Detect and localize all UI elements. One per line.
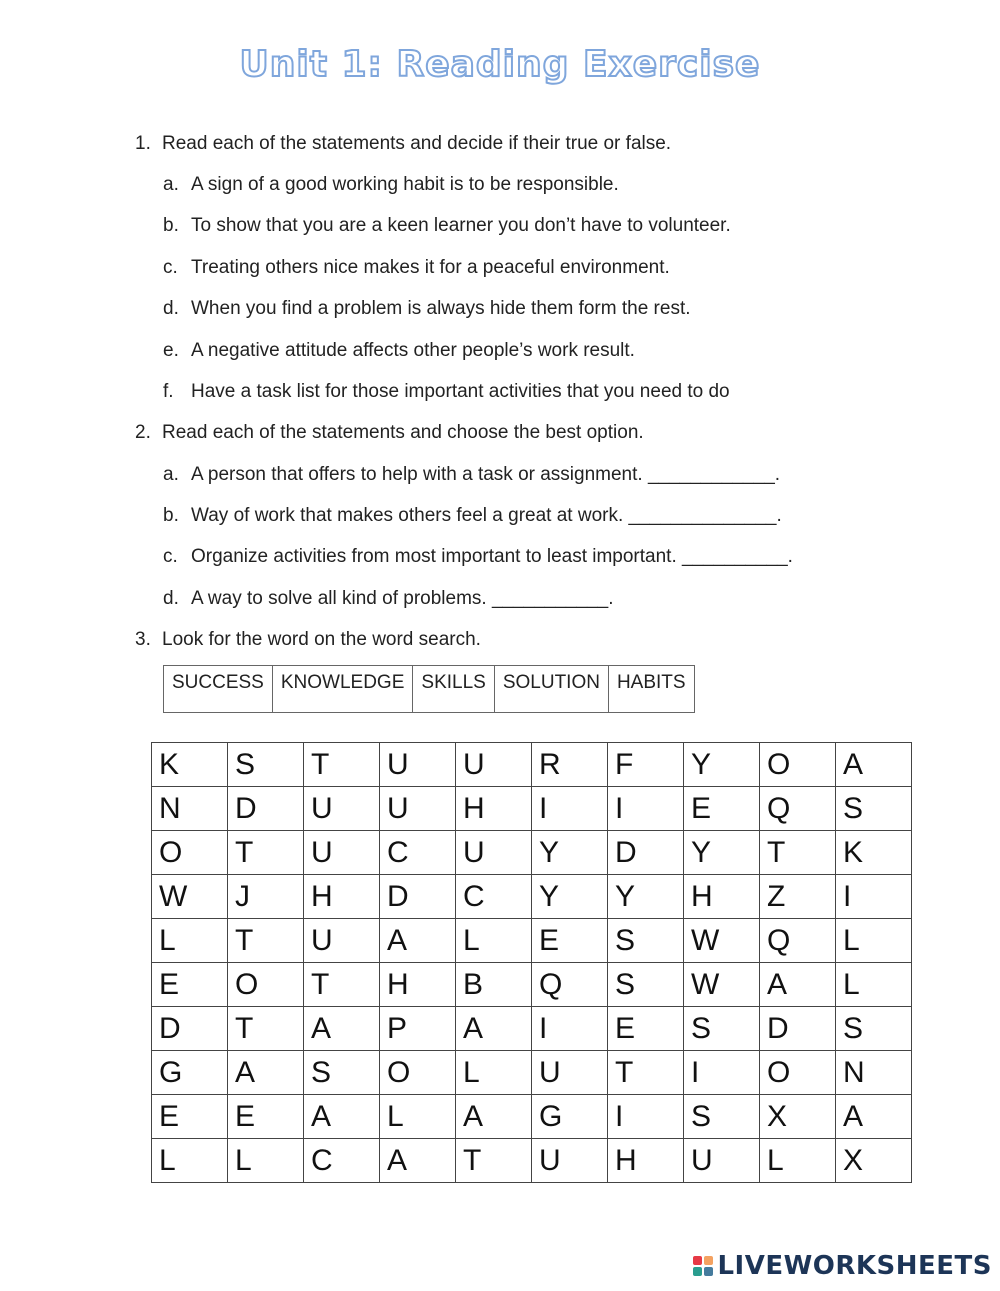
grid-cell[interactable]: I <box>836 875 912 919</box>
logo-tile <box>704 1267 713 1276</box>
grid-cell[interactable]: I <box>532 787 608 831</box>
item-text[interactable]: Way of work that makes others feel a great at work. ______________. <box>191 505 782 526</box>
item-text: Treating others nice makes it for a peaceful environment. <box>191 257 670 278</box>
question-number: 2. <box>135 422 151 443</box>
grid-cell[interactable]: D <box>228 787 304 831</box>
grid-cell[interactable]: W <box>684 919 760 963</box>
question-3 <box>135 628 481 652</box>
grid-cell[interactable]: W <box>152 875 228 919</box>
item-label: b. <box>163 505 179 526</box>
grid-cell[interactable]: Q <box>760 919 836 963</box>
grid-row <box>152 831 912 875</box>
grid-cell[interactable]: D <box>760 1007 836 1051</box>
grid-cell[interactable]: X <box>836 1139 912 1183</box>
grid-cell[interactable]: E <box>608 1007 684 1051</box>
grid-cell[interactable]: H <box>684 875 760 919</box>
grid-cell[interactable]: U <box>380 787 456 831</box>
item-label: c. <box>163 546 178 567</box>
grid-cell[interactable]: U <box>684 1139 760 1183</box>
grid-cell[interactable]: I <box>684 1051 760 1095</box>
grid-row <box>152 743 912 787</box>
logo-tile <box>693 1256 702 1265</box>
word-bank-item: KNOWLEDGE <box>272 666 413 713</box>
grid-cell[interactable]: U <box>304 831 380 875</box>
grid-row <box>152 1051 912 1095</box>
grid-cell[interactable]: I <box>532 1007 608 1051</box>
grid-row <box>152 963 912 1007</box>
page-title: Unit 1: Reading Exercise <box>239 44 761 85</box>
word-bank-item: SOLUTION <box>494 666 608 713</box>
grid-cell[interactable]: E <box>152 1095 228 1139</box>
grid-row <box>152 1139 912 1183</box>
grid-cell[interactable]: W <box>684 963 760 1007</box>
grid-row <box>152 875 912 919</box>
grid-cell[interactable]: T <box>608 1051 684 1095</box>
grid-cell[interactable]: A <box>380 919 456 963</box>
grid-cell[interactable]: S <box>836 1007 912 1051</box>
grid-cell[interactable]: C <box>304 1139 380 1183</box>
grid-cell[interactable]: Q <box>532 963 608 1007</box>
grid-cell[interactable]: L <box>152 1139 228 1183</box>
grid-cell[interactable]: F <box>608 743 684 787</box>
grid-cell[interactable]: D <box>152 1007 228 1051</box>
q2-item-b <box>163 504 782 528</box>
item-label: f. <box>163 381 174 402</box>
grid-row <box>152 1095 912 1139</box>
logo-tile <box>693 1267 702 1276</box>
grid-cell[interactable]: C <box>456 875 532 919</box>
grid-cell[interactable]: T <box>228 831 304 875</box>
word-bank-item: HABITS <box>608 666 694 713</box>
q1-item-b <box>163 214 731 238</box>
q1-item-c <box>163 256 670 280</box>
grid-cell[interactable]: U <box>456 743 532 787</box>
grid-cell[interactable]: Y <box>684 831 760 875</box>
grid-cell[interactable]: L <box>836 963 912 1007</box>
grid-cell[interactable]: U <box>304 787 380 831</box>
grid-cell[interactable]: N <box>836 1051 912 1095</box>
grid-cell[interactable]: H <box>608 1139 684 1183</box>
q2-item-c <box>163 545 793 569</box>
grid-cell[interactable]: U <box>304 919 380 963</box>
grid-cell[interactable]: I <box>608 787 684 831</box>
q1-item-d <box>163 297 691 321</box>
grid-cell[interactable]: E <box>152 963 228 1007</box>
brand-text: LIVEWORKSHEETS <box>717 1251 992 1281</box>
item-text: A negative attitude affects other people’s work result. <box>191 340 635 361</box>
grid-cell[interactable]: C <box>380 831 456 875</box>
grid-cell[interactable]: U <box>380 743 456 787</box>
grid-cell[interactable]: E <box>684 787 760 831</box>
grid-cell[interactable]: E <box>532 919 608 963</box>
item-text: Have a task list for those important activities that you need to do <box>191 381 730 402</box>
grid-cell[interactable]: A <box>760 963 836 1007</box>
item-label: a. <box>163 464 179 485</box>
item-text: To show that you are a keen learner you don’t have to volunteer. <box>191 215 731 236</box>
item-label: d. <box>163 298 179 319</box>
grid-cell[interactable]: L <box>760 1139 836 1183</box>
item-label: b. <box>163 215 179 236</box>
grid-cell[interactable]: S <box>304 1051 380 1095</box>
grid-cell[interactable]: H <box>380 963 456 1007</box>
grid-cell[interactable]: U <box>456 831 532 875</box>
grid-cell[interactable]: T <box>304 743 380 787</box>
grid-cell[interactable]: O <box>760 1051 836 1095</box>
grid-cell[interactable]: S <box>684 1095 760 1139</box>
grid-cell[interactable]: J <box>228 875 304 919</box>
logo-tile <box>704 1256 713 1265</box>
question-number: 3. <box>135 629 151 650</box>
grid-cell[interactable]: S <box>228 743 304 787</box>
grid-cell[interactable]: T <box>228 1007 304 1051</box>
grid-cell[interactable]: P <box>380 1007 456 1051</box>
grid-cell[interactable]: T <box>304 963 380 1007</box>
liveworksheets-logo <box>693 1251 992 1281</box>
grid-cell[interactable]: L <box>228 1139 304 1183</box>
question-number: 1. <box>135 133 151 154</box>
grid-cell[interactable]: T <box>456 1139 532 1183</box>
word-search-grid[interactable] <box>151 742 912 1183</box>
item-text: When you find a problem is always hide them form the rest. <box>191 298 691 319</box>
grid-cell[interactable]: H <box>456 787 532 831</box>
q1-item-a <box>163 173 619 197</box>
grid-cell[interactable]: H <box>304 875 380 919</box>
word-bank-item: SKILLS <box>413 666 494 713</box>
grid-cell[interactable]: Z <box>760 875 836 919</box>
grid-cell[interactable]: G <box>152 1051 228 1095</box>
grid-cell[interactable]: O <box>380 1051 456 1095</box>
grid-cell[interactable]: S <box>684 1007 760 1051</box>
item-label: e. <box>163 340 179 361</box>
grid-cell[interactable]: T <box>760 831 836 875</box>
grid-cell[interactable]: O <box>760 743 836 787</box>
question-text: Read each of the statements and choose the best option. <box>162 422 644 443</box>
grid-cell[interactable]: A <box>228 1051 304 1095</box>
word-bank <box>163 665 695 713</box>
grid-cell[interactable]: Y <box>684 743 760 787</box>
grid-cell[interactable]: L <box>152 919 228 963</box>
q2-item-d <box>163 587 614 611</box>
grid-cell[interactable]: R <box>532 743 608 787</box>
grid-cell[interactable]: Y <box>532 831 608 875</box>
item-text: A sign of a good working habit is to be responsible. <box>191 174 619 195</box>
logo-icon <box>693 1256 713 1276</box>
q1-item-e <box>163 339 635 363</box>
grid-cell[interactable]: K <box>836 831 912 875</box>
item-label: d. <box>163 588 179 609</box>
grid-cell[interactable]: L <box>836 919 912 963</box>
grid-cell[interactable]: A <box>304 1095 380 1139</box>
grid-cell[interactable]: X <box>760 1095 836 1139</box>
grid-row <box>152 1007 912 1051</box>
grid-cell[interactable]: A <box>456 1007 532 1051</box>
word-bank-item: SUCCESS <box>164 666 273 713</box>
grid-cell[interactable]: A <box>836 743 912 787</box>
item-text[interactable]: Organize activities from most important to least important. __________. <box>191 546 793 567</box>
grid-cell[interactable]: Y <box>532 875 608 919</box>
grid-cell[interactable]: T <box>228 919 304 963</box>
grid-cell[interactable]: A <box>836 1095 912 1139</box>
grid-cell[interactable]: G <box>532 1095 608 1139</box>
grid-cell[interactable]: A <box>380 1139 456 1183</box>
question-1 <box>135 132 671 156</box>
grid-cell[interactable]: S <box>836 787 912 831</box>
grid-cell[interactable]: B <box>456 963 532 1007</box>
grid-cell[interactable]: D <box>608 831 684 875</box>
grid-row <box>152 919 912 963</box>
grid-cell[interactable]: Q <box>760 787 836 831</box>
grid-cell[interactable]: O <box>228 963 304 1007</box>
grid-row <box>152 787 912 831</box>
grid-cell[interactable]: E <box>228 1095 304 1139</box>
grid-cell[interactable]: L <box>456 919 532 963</box>
grid-cell[interactable]: K <box>152 743 228 787</box>
grid-cell[interactable]: S <box>608 919 684 963</box>
grid-cell[interactable]: L <box>456 1051 532 1095</box>
grid-cell[interactable]: U <box>532 1139 608 1183</box>
grid-cell[interactable]: I <box>608 1095 684 1139</box>
grid-cell[interactable]: N <box>152 787 228 831</box>
q2-item-a <box>163 463 780 487</box>
item-text[interactable]: A way to solve all kind of problems. ___________. <box>191 588 614 609</box>
item-label: a. <box>163 174 179 195</box>
grid-cell[interactable]: D <box>380 875 456 919</box>
item-label: c. <box>163 257 178 278</box>
question-2 <box>135 421 644 445</box>
item-text[interactable]: A person that offers to help with a task or assignment. ____________. <box>191 464 781 485</box>
grid-cell[interactable]: A <box>456 1095 532 1139</box>
grid-cell[interactable]: S <box>608 963 684 1007</box>
question-text: Look for the word on the word search. <box>162 629 481 650</box>
grid-cell[interactable]: L <box>380 1095 456 1139</box>
question-text: Read each of the statements and decide if their true or false. <box>162 133 672 154</box>
grid-cell[interactable]: A <box>304 1007 380 1051</box>
q1-item-f <box>163 380 730 404</box>
grid-cell[interactable]: Y <box>608 875 684 919</box>
grid-cell[interactable]: O <box>152 831 228 875</box>
grid-cell[interactable]: U <box>532 1051 608 1095</box>
